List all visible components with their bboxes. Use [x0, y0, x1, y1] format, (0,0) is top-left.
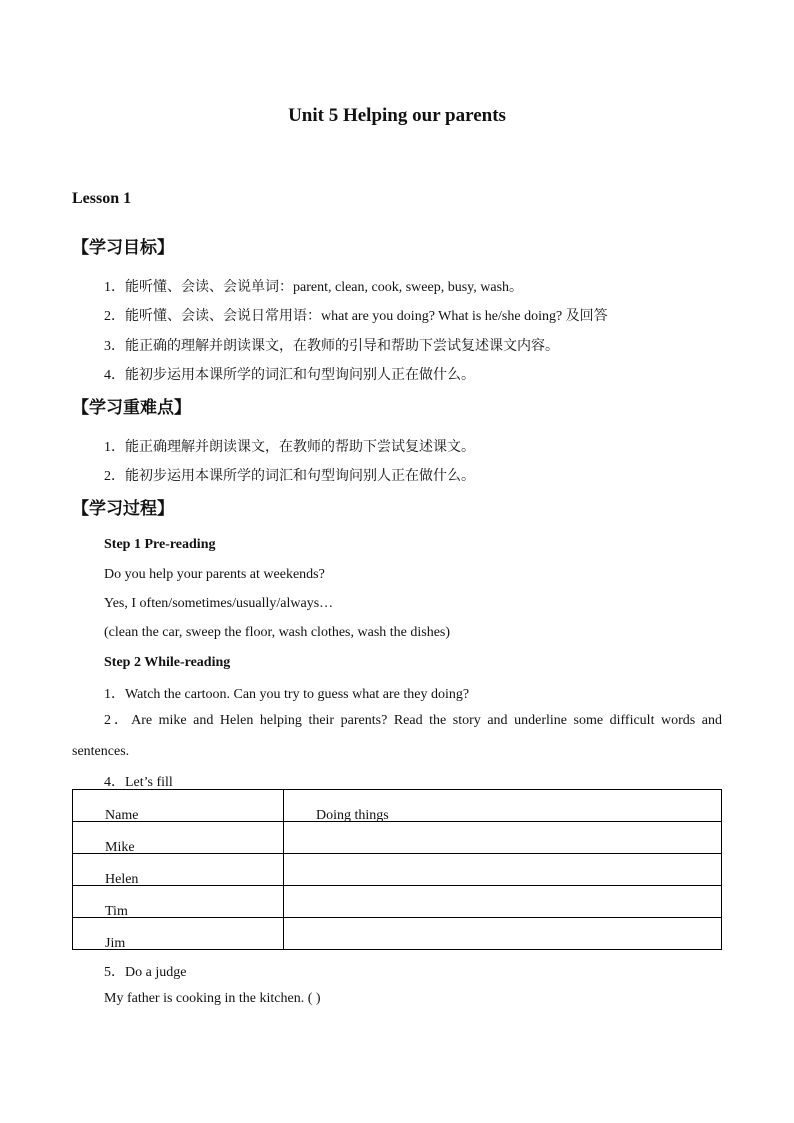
objective-item: 2．能听懂、会读、会说日常用语：what are you doing? What is he/she doing? 及回答	[104, 309, 608, 324]
page-title: Unit 5 Helping our parents	[288, 105, 506, 126]
objective-item: 3．能正确的理解并朗读课文，在教师的引导和帮助下尝试复述课文内容。	[104, 339, 559, 354]
table-cell-name: Mike	[73, 822, 284, 854]
table-header-doing-things: Doing things	[284, 790, 722, 822]
step2-item-5: 5．Do a judge	[104, 965, 187, 980]
step2-heading: Step 2 While-reading	[104, 655, 231, 670]
step2-item-2: 2．Are mike and Helen helping their parents? Read the story and underline some difficult words and sentences.	[72, 713, 722, 759]
table-row	[73, 918, 722, 950]
section-process-heading: 【学习过程】	[72, 499, 174, 519]
step2-item-1: 1．Watch the cartoon. Can you try to guess what are they doing?	[104, 687, 470, 702]
judge-sentence: My father is cooking in the kitchen. ( )	[104, 991, 321, 1006]
table-header-name: Name	[73, 790, 284, 822]
table-cell-doing-things[interactable]	[284, 918, 722, 950]
table-header-row	[73, 790, 722, 822]
step1-heading: Step 1 Pre-reading	[104, 537, 216, 552]
table-cell-name: Jim	[73, 918, 284, 950]
table-cell-doing-things[interactable]	[284, 886, 722, 918]
objective-item: 1．能听懂、会读、会说单词：parent, clean, cook, sweep, busy, wash。	[104, 280, 524, 295]
fill-table	[72, 789, 722, 950]
section-key-points-heading: 【学习重难点】	[72, 398, 191, 418]
table-cell-doing-things[interactable]	[284, 822, 722, 854]
key-point-item: 2．能初步运用本课所学的词汇和句型询问别人正在做什么。	[104, 469, 475, 484]
table-row	[73, 854, 722, 886]
objective-item: 4．能初步运用本课所学的词汇和句型询问别人正在做什么。	[104, 368, 475, 383]
table-row	[73, 822, 722, 854]
step1-line: (clean the car, sweep the floor, wash clothes, wash the dishes)	[104, 625, 451, 640]
step1-line: Yes, I often/sometimes/usually/always…	[104, 596, 334, 611]
step2-item-4: 4．Let’s fill	[104, 775, 173, 790]
section-objectives-heading: 【学习目标】	[72, 238, 174, 258]
table-cell-doing-things[interactable]	[284, 854, 722, 886]
lesson-heading: Lesson 1	[72, 190, 132, 207]
table-cell-name: Helen	[73, 854, 284, 886]
step1-line: Do you help your parents at weekends?	[104, 567, 325, 582]
table-row	[73, 886, 722, 918]
table-cell-name: Tim	[73, 886, 284, 918]
key-point-item: 1．能正确理解并朗读课文，在教师的帮助下尝试复述课文。	[104, 440, 475, 455]
